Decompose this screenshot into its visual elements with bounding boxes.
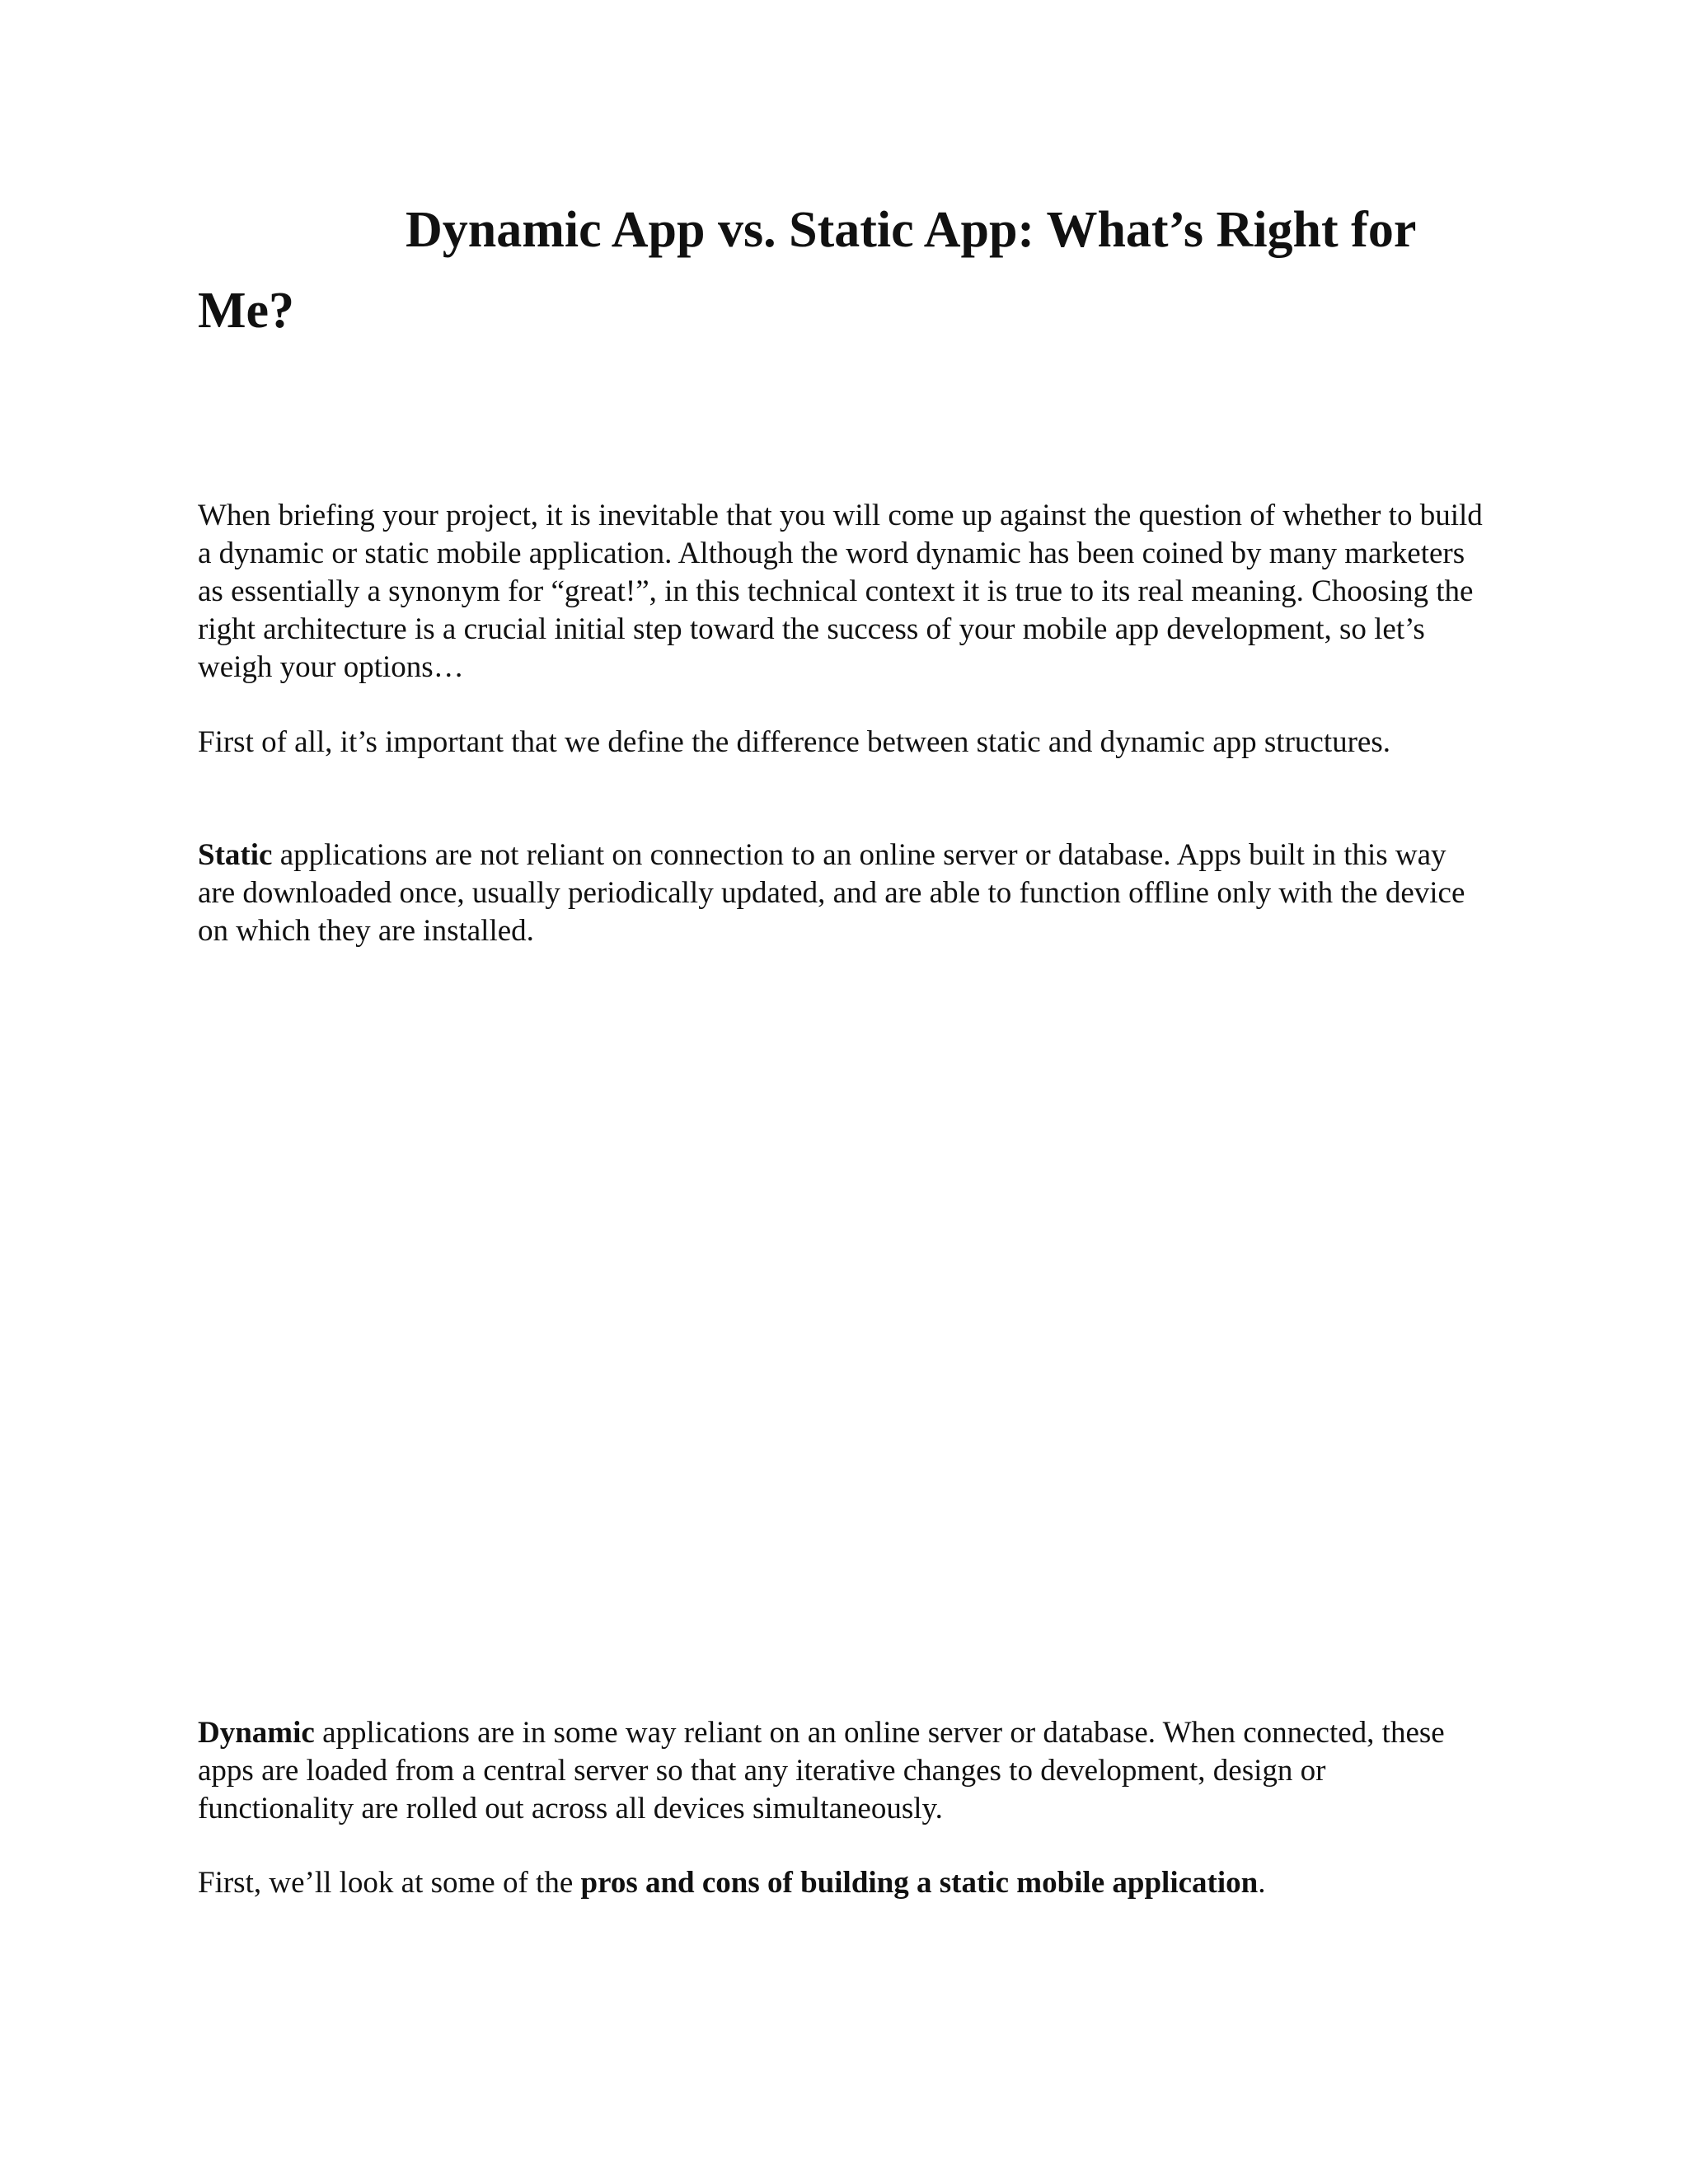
static-term: Static: [198, 838, 273, 872]
pros-cons-emphasis: pros and cons of building a static mobile application: [580, 1866, 1259, 1900]
dynamic-definition-paragraph: [198, 1714, 1484, 1828]
dynamic-definition-text: applications are in some way reliant on an online server or database. When connected, these apps are loaded from a central server so that any iterative changes to development, design or functionality are rolled out across all devices simultaneously.: [198, 1716, 1445, 1825]
document-title: Dynamic App vs. Static App: What’s Right for Me?: [198, 202, 1416, 339]
pros-cons-lead-paragraph: [198, 1864, 1484, 1902]
pros-cons-trail: .: [1258, 1866, 1266, 1900]
static-definition-paragraph: [198, 837, 1484, 950]
pros-cons-lead-text: First, we’ll look at some of the: [198, 1866, 581, 1900]
static-definition-text: applications are not reliant on connection to an online server or database. Apps built in this way are downloaded once, usually periodically updated, and are able to function offline only with the device on which they are installed.: [198, 838, 1465, 948]
dynamic-term: Dynamic: [198, 1716, 315, 1750]
definition-intro-paragraph: First of all, it’s important that we define the difference between static and dynamic app structures.: [198, 725, 1390, 759]
intro-paragraph: When briefing your project, it is inevitable that you will come up against the question of whether to build a dynamic or static mobile application. Although the word dynamic has been coined by many marketers as essentially a synonym for “great!”, in this technical context it is true to its real meaning. Choosing the right architecture is a crucial initial step toward the success of your mobile app development, so let’s weigh your options…: [198, 499, 1483, 684]
